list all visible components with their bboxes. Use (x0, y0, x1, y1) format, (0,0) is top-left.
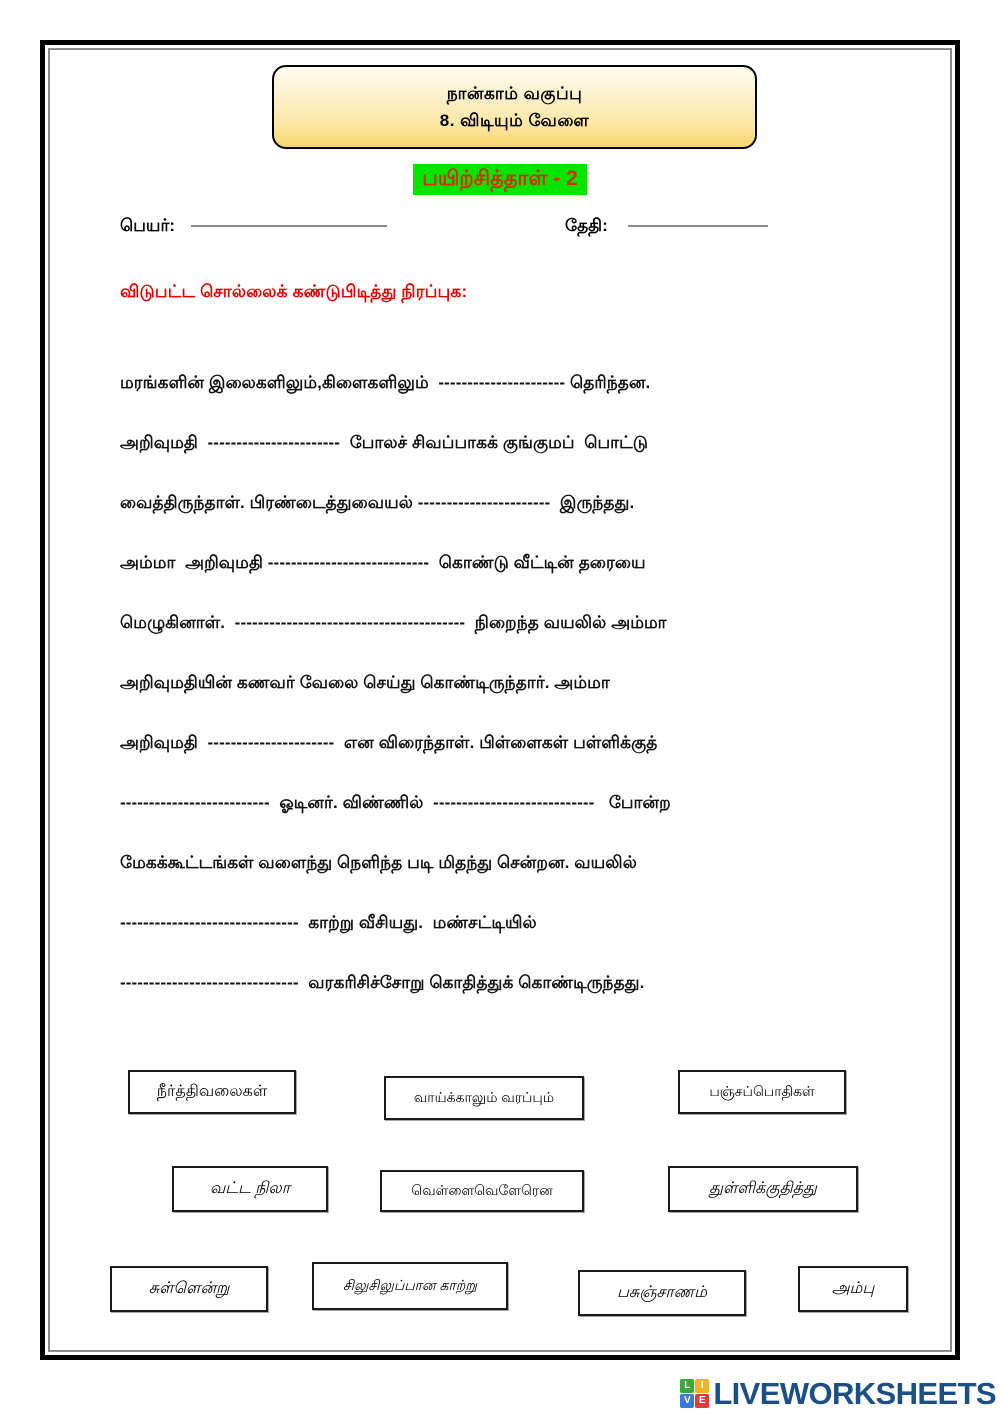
word-bank (50, 1058, 964, 1358)
word-bank-item[interactable]: பஞ்சப்பொதிகள் (678, 1070, 846, 1114)
word-bank-item[interactable]: சிலுசிலுப்பான காற்று (312, 1262, 508, 1310)
word-bank-item[interactable]: துள்ளிக்குதித்து (668, 1166, 858, 1212)
date-group (565, 216, 768, 238)
badge-letter-v: V (680, 1394, 694, 1408)
exercise-paragraph (120, 353, 910, 1013)
paragraph-line: மேகக்கூட்டங்கள் வளைந்து நெளிந்த படி மிதந்து சென்றன. வயலில் (120, 853, 637, 872)
lesson-title: 8. விடியும் வேளை (439, 110, 590, 130)
paragraph-line: ------------------------------- வரகரிசிச்சோறு கொதித்துக் கொண்டிருந்தது. (120, 973, 645, 992)
lesson-header-box (272, 65, 757, 149)
worksheet-label-container (50, 164, 950, 195)
paragraph-line: அறிவுமதி ---------------------- என விரைந்தாள். பிள்ளைகள் பள்ளிக்குத் (120, 733, 658, 752)
name-label: பெயர்: (120, 216, 176, 235)
name-date-row (120, 216, 904, 238)
paragraph-line: -------------------------- ஓடினர். விண்ணில் ---------------------------- போன்ற (120, 793, 671, 812)
date-input[interactable] (628, 225, 768, 227)
paragraph-line: ------------------------------- காற்று வீசியது. மண்சட்டியில் (120, 913, 537, 932)
class-title: நான்காம் வகுப்பு (446, 83, 583, 103)
badge-letter-e: E (695, 1394, 709, 1408)
paragraph-line: அறிவுமதி ----------------------- போலச் சிவப்பாகக் குங்குமப் பொட்டு (120, 433, 649, 452)
paragraph-line: மெழுகினாள். ---------------------------------------- நிறைந்த வயலில் அம்மா (120, 613, 667, 632)
liveworksheets-badge-icon (680, 1379, 709, 1408)
name-input[interactable] (191, 225, 387, 227)
paragraph-line: அம்மா அறிவுமதி ---------------------------- கொண்டு வீட்டின் தரையை (120, 553, 646, 572)
word-bank-row (50, 1058, 964, 1158)
badge-letter-l: L (680, 1379, 694, 1393)
word-bank-item[interactable]: பசுஞ்சாணம் (578, 1270, 746, 1316)
word-bank-item[interactable]: நீர்த்திவலைகள் (128, 1070, 296, 1114)
paragraph-line: அறிவுமதியின் கணவர் வேலை செய்து கொண்டிருந்தார். அம்மா (120, 673, 610, 692)
word-bank-row (50, 1258, 964, 1358)
liveworksheets-wordmark: LIVEWORKSHEETS (713, 1376, 996, 1411)
worksheet-page-border (40, 40, 960, 1360)
paragraph-line: வைத்திருந்தாள். பிரண்டைத்துவையல் ----------------------- இருந்தது. (120, 493, 635, 512)
word-bank-item[interactable]: வெள்ளைவெளேரென (380, 1170, 584, 1212)
worksheet-label: பயிற்சித்தாள் - 2 (413, 164, 587, 195)
worksheet-page-inner (48, 48, 952, 1352)
word-bank-row (50, 1158, 964, 1258)
word-bank-item[interactable]: சுள்ளென்று (110, 1266, 268, 1312)
word-bank-item[interactable]: வாய்க்காலும் வரப்பும் (384, 1076, 584, 1120)
date-label: தேதி: (565, 216, 608, 235)
liveworksheets-logo[interactable] (680, 1378, 996, 1409)
paragraph-line: மரங்களின் இலைகளிலும்,கிளைகளிலும் ---------------------- தெரிந்தன. (120, 373, 651, 392)
word-bank-item[interactable]: வட்ட நிலா (172, 1166, 328, 1212)
instruction-text: விடுபட்ட சொல்லைக் கண்டுபிடித்து நிரப்புக: (120, 282, 468, 301)
word-bank-item[interactable]: அம்பு (798, 1266, 908, 1312)
badge-letter-i: I (695, 1379, 709, 1393)
